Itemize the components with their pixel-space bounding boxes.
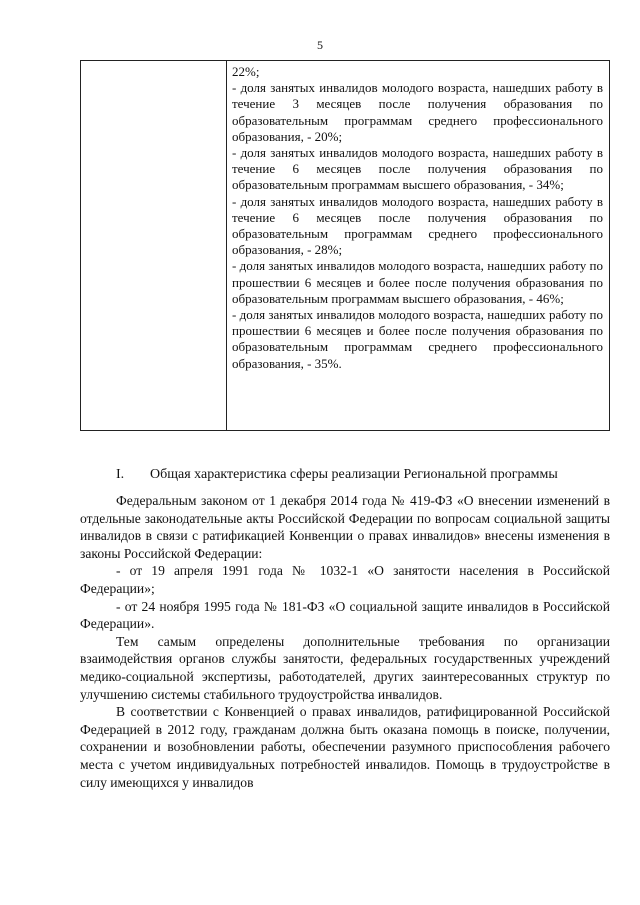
page-number: 5 bbox=[317, 38, 323, 52]
table-item: - доля занятых инвалидов молодого возраста, нашедших работу по прошествии 6 месяцев и более после получения образования по образовательным программам высшего образования, - 46%; bbox=[232, 258, 603, 306]
table-item: - доля занятых инвалидов молодого возраста, нашедших работу в течение 3 месяцев после получения образования по образовательным программам среднего профессионального образования, - 20%; bbox=[232, 80, 603, 144]
table-item: - доля занятых инвалидов молодого возраста, нашедших работу в течение 6 месяцев после получения образования по образовательным программам высшего образования, - 34%; bbox=[232, 145, 603, 193]
indicators-table bbox=[80, 60, 610, 431]
paragraph: - от 24 ноября 1995 года № 181-ФЗ «О социальной защите инвалидов в Российской Федерации». bbox=[80, 598, 610, 632]
table-left-cell bbox=[81, 61, 227, 430]
paragraph: Тем самым определены дополнительные требования по организации взаимодействия органов службы занятости, федеральных государственных учреждений медико-социальной экспертизы, работодателей, других заинтересованных структур по улучшению системы стабильного трудоустройства инвалидов. bbox=[80, 633, 610, 702]
table-item: 22%; bbox=[232, 64, 260, 79]
section-title: Общая характеристика сферы реализации Региональной программы bbox=[150, 467, 558, 482]
body-text bbox=[80, 492, 610, 791]
paragraph: В соответствии с Конвенцией о правах инвалидов, ратифицированной Российской Федерацией в 2012 году, гражданам должна быть оказана помощь в поиске, получении, сохранении и возобновлении работы, обеспечении разумного приспособления рабочего места с учетом индивидуальных потребностей инвалидов. Помощь в трудоустройстве в силу имеющихся у инвалидов bbox=[80, 704, 610, 790]
table-item: - доля занятых инвалидов молодого возраста, нашедших работу по прошествии 6 месяцев и более после получения образования по образовательным программам среднего профессионального образования, - 35%. bbox=[232, 307, 603, 371]
section-number: I. bbox=[116, 467, 125, 482]
paragraph: Федеральным законом от 1 декабря 2014 года № 419-ФЗ «О внесении изменений в отдельные законодательные акты Российской Федерации по вопросам социальной защиты инвалидов в связи с ратификацией Конвенции о правах инвалидов» внесены изменения в законы Российской Федерации: bbox=[80, 493, 610, 561]
paragraph: - от 19 апреля 1991 года № 1032-1 «О занятости населения в Российской Федерации»; bbox=[80, 563, 610, 596]
section-heading bbox=[116, 466, 616, 484]
table-item: - доля занятых инвалидов молодого возраста, нашедших работу в течение 6 месяцев после получения образования по образовательным программам среднего профессионального образования, - 28%; bbox=[232, 193, 603, 258]
table-right-cell bbox=[227, 61, 609, 430]
